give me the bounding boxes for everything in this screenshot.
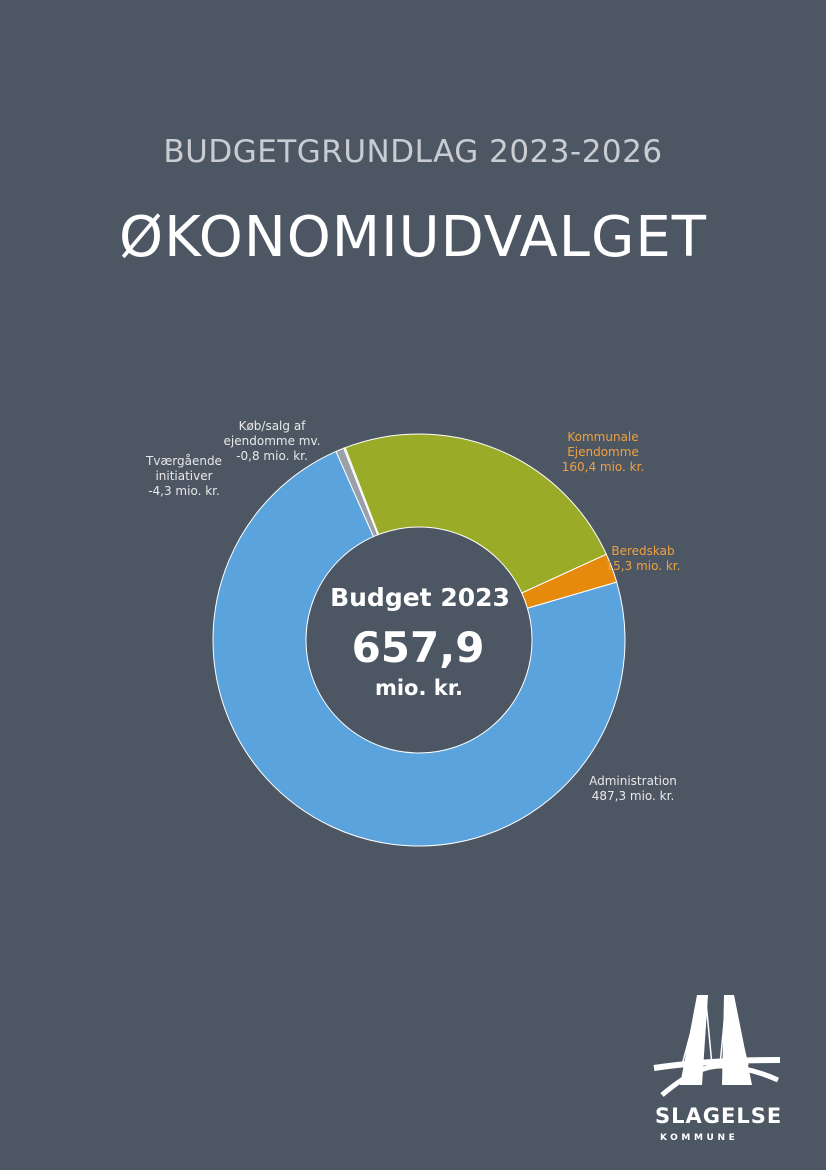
center-title: Budget 2023 [330, 583, 510, 612]
logo-name: SLAGELSE [655, 1104, 783, 1128]
slice-label-line: Beredskab [611, 544, 675, 558]
slice-label-1 [606, 544, 681, 573]
slice-label-line: Tværgående [146, 454, 222, 468]
slice-label-3 [145, 454, 222, 498]
slice-label-line: Køb/salg af [238, 419, 306, 433]
slice-label-line: -0,8 mio. kr. [236, 449, 308, 463]
center-value: 657,9 [351, 623, 485, 672]
subtitle: BUDGETGRUNDLAG 2023-2026 [163, 134, 663, 170]
center-unit: mio. kr. [374, 676, 464, 700]
slice-label-line: 160,4 mio. kr. [561, 460, 645, 474]
slice-label-line: -4,3 mio. kr. [148, 484, 220, 498]
logo-sub: KOMMUNE [660, 1133, 739, 1143]
slice-label-line: Kommunale [567, 430, 639, 444]
page-title: ØKONOMIUDVALGET [119, 205, 707, 270]
slice-label-line: 15,3 mio. kr. [605, 559, 681, 573]
slice-label-2 [589, 774, 677, 803]
slice-label-0 [562, 430, 645, 474]
slice-label-line: Ejendomme [567, 445, 639, 459]
slice-label-4 [224, 419, 321, 463]
slice-label-line: Administration [589, 774, 677, 788]
slice-label-line: ejendomme mv. [223, 434, 321, 448]
slice-label-line: initiativer [155, 469, 213, 483]
slice-label-line: 487,3 mio. kr. [591, 789, 675, 803]
